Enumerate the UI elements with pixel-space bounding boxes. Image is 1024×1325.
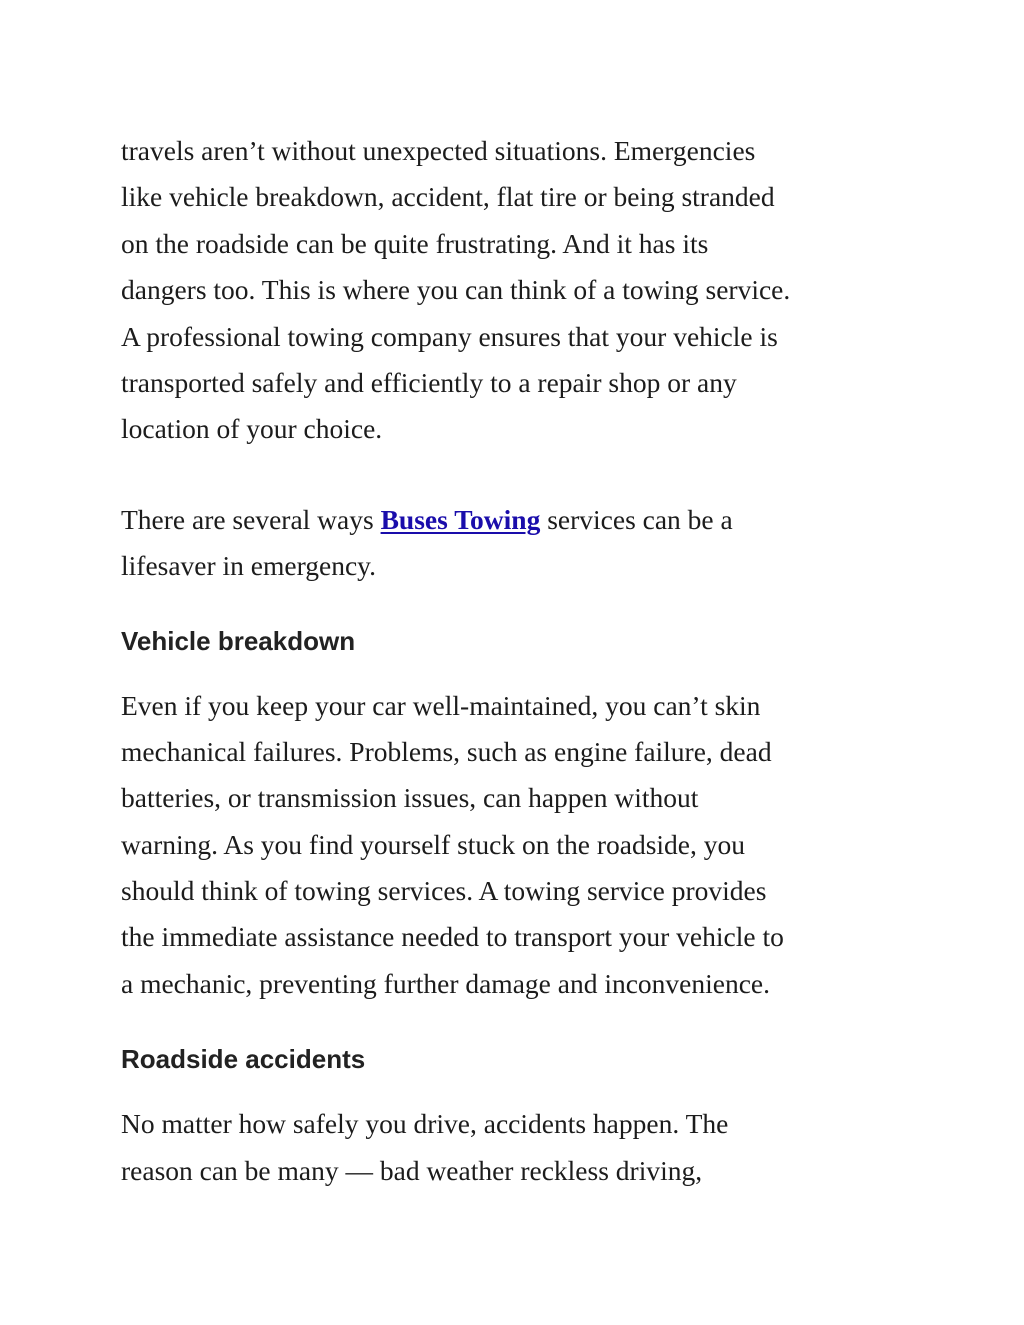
paragraph-line: Even if you keep your car well-maintained, you can’t skin bbox=[121, 689, 761, 721]
paragraph-line: No matter how safely you drive, accidents happen. The bbox=[121, 1108, 729, 1140]
paragraph-line: lifesaver in emergency. bbox=[121, 550, 377, 582]
paragraph-line: a mechanic, preventing further damage and inconvenience. bbox=[121, 967, 771, 999]
section-heading-roadside-accidents: Roadside accidents bbox=[121, 1044, 366, 1075]
paragraph-line: mechanical failures. Problems, such as engine failure, dead bbox=[121, 735, 772, 767]
paragraph-line: should think of towing services. A towing service provides bbox=[121, 875, 767, 907]
buses-towing-link[interactable]: Buses Towing bbox=[380, 503, 541, 535]
paragraph-line: travels aren’t without unexpected situations. Emergencies bbox=[121, 135, 756, 166]
breakdown-paragraph bbox=[121, 683, 911, 1008]
paragraph-line: warning. As you find yourself stuck on the roadside, you bbox=[121, 828, 746, 860]
paragraph-line: A professional towing company ensures that your vehicle is bbox=[121, 320, 778, 352]
article-body bbox=[121, 128, 911, 1194]
paragraph-line: batteries, or transmission issues, can happen without bbox=[121, 782, 699, 814]
paragraph-line: dangers too. This is where you can think of a towing service. bbox=[121, 274, 791, 306]
accidents-paragraph bbox=[121, 1101, 911, 1194]
paragraph-line bbox=[121, 497, 911, 543]
paragraph-line: transported safely and efficiently to a repair shop or any bbox=[121, 366, 737, 398]
ways-paragraph bbox=[121, 497, 911, 590]
paragraph-line: location of your choice. bbox=[121, 413, 383, 445]
paragraph-line: like vehicle breakdown, accident, flat tire or being stranded bbox=[121, 181, 775, 213]
ways-text-before-link: There are several ways bbox=[121, 503, 381, 535]
ways-text-after-link: services can be a bbox=[540, 503, 733, 535]
paragraph-line: on the roadside can be quite frustrating. And it has its bbox=[121, 227, 709, 259]
intro-paragraph bbox=[121, 128, 911, 453]
paragraph-line: reason can be many — bad weather reckless driving, bbox=[121, 1154, 703, 1186]
section-heading-vehicle-breakdown: Vehicle breakdown bbox=[121, 625, 356, 656]
paragraph-line: the immediate assistance needed to transport your vehicle to bbox=[121, 921, 784, 953]
